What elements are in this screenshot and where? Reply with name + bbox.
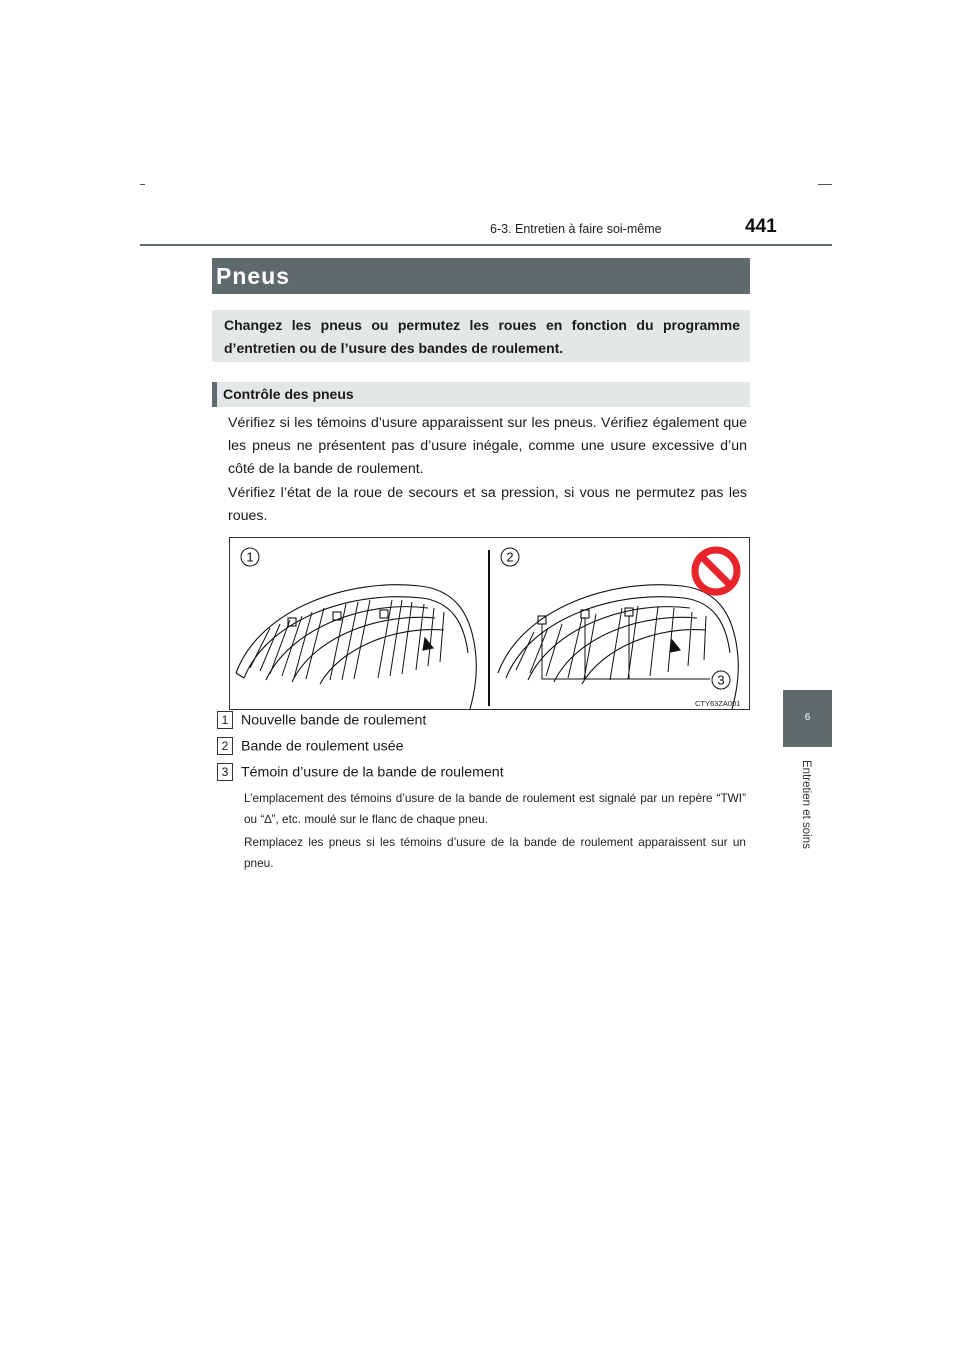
tire-illustration <box>229 537 750 710</box>
svg-text:2: 2 <box>506 549 514 565</box>
svg-text:1: 1 <box>246 549 254 565</box>
figure-code: CTY63ZA001 <box>695 699 741 708</box>
header-rule <box>140 244 832 246</box>
chapter-label: Entretien et soins <box>800 760 812 849</box>
chapter-number: 6 <box>804 712 811 723</box>
intro-text: Changez les pneus ou permutez les roues en fonction du programme d’entretien ou de l’usure des bandes de roulement. <box>224 317 740 356</box>
list-item <box>217 736 403 756</box>
list-number: 3 <box>217 763 233 781</box>
subheading: Contrôle des pneus <box>223 386 354 402</box>
list-number: 1 <box>217 711 233 729</box>
callout-3 <box>712 671 730 689</box>
note-2: Remplacez les pneus si les témoins d’usure de la bande de roulement apparaissent sur un pneu. <box>244 835 746 870</box>
crop-mark-right <box>818 184 832 185</box>
title-band <box>212 258 750 294</box>
prohibited-icon <box>695 550 737 592</box>
list-text: Bande de roulement usée <box>241 738 404 755</box>
callout-2 <box>501 548 519 566</box>
list-text: Témoin d’usure de la bande de roulement <box>241 764 504 781</box>
list-item <box>217 710 426 730</box>
section-header: 6-3. Entretien à faire soi-même <box>490 222 662 236</box>
worn-tire-drawing <box>498 585 741 709</box>
list-text: Nouvelle bande de roulement <box>241 712 427 729</box>
new-tire-drawing <box>236 585 476 709</box>
page-title: Pneus <box>216 263 291 289</box>
tire-drawing <box>230 538 749 709</box>
callout-1 <box>241 548 259 566</box>
note-1: L’emplacement des témoins d’usure de la bande de roulement est signalé par un repère “TWI” ou “∆”, etc. moulé sur le flanc de chaque pneu. <box>244 791 746 826</box>
subheading-bar <box>212 382 217 407</box>
paragraph-2: Vérifiez l’état de la roue de secours et sa pression, si vous ne permutez pas les roues. <box>228 485 747 524</box>
svg-text:3: 3 <box>717 672 725 688</box>
list-item <box>217 762 504 782</box>
list-number: 2 <box>217 737 233 755</box>
crop-mark-left <box>140 184 145 185</box>
paragraph-1: Vérifiez si les témoins d’usure apparaissent sur les pneus. Vérifiez également que les pneus ne présentent pas d’usure inégale, comme une usure excessive d’un côté de la bande de roulement. <box>228 415 747 477</box>
page-number: 441 <box>745 216 777 237</box>
